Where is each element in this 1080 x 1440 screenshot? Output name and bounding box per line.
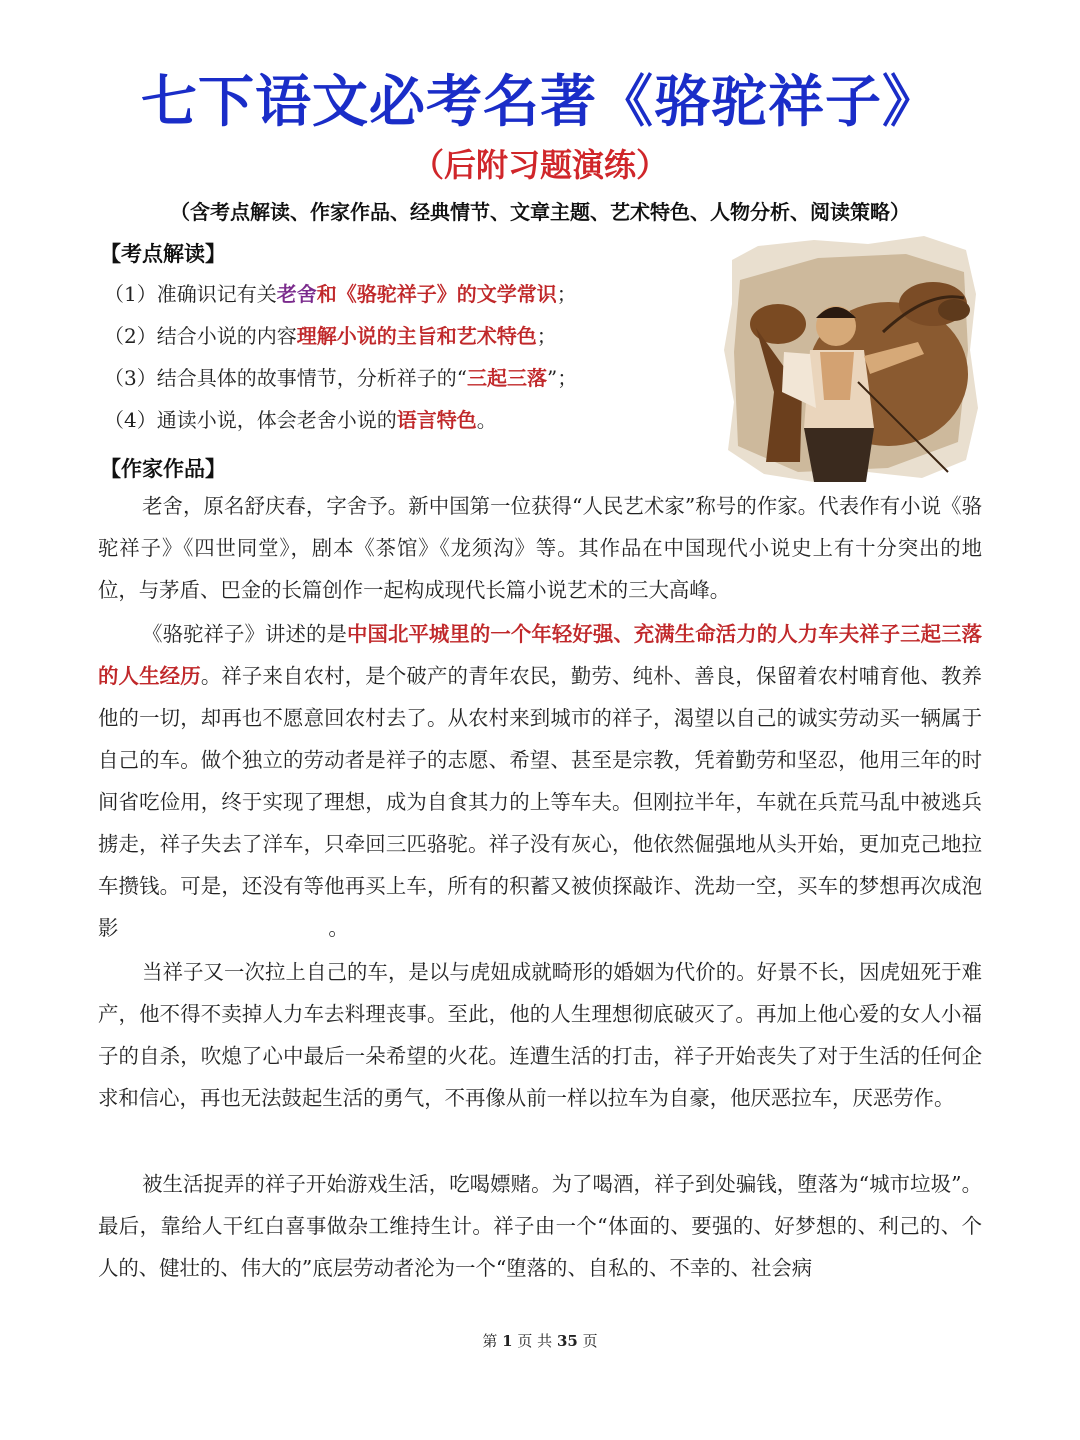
point-text: 。 — [476, 408, 497, 432]
footer-text: 页 — [582, 1332, 598, 1350]
point-emphasis: 语言特色 — [396, 408, 477, 432]
point-text: 和 — [316, 282, 337, 306]
point-emphasis: 《骆驼祥子》的文学常识 — [336, 282, 557, 306]
point-number: （3） — [104, 366, 157, 390]
point-number: （1） — [104, 282, 157, 306]
point-number: （4） — [104, 408, 157, 432]
paragraph-novel-summary — [98, 613, 982, 949]
exam-point-1 — [104, 280, 577, 308]
point-emphasis: 老舍 — [276, 282, 317, 306]
point-emphasis: 理解小说的主旨和艺术特色 — [296, 324, 537, 348]
paragraph-text: 老舍，原名舒庆春，字舍予。新中国第一位获得“人民艺术家”称号的作家。代表作有小说《骆驼祥子》《四世同堂》，剧本《茶馆》《龙须沟》等。其作品在中国现代小说史上有十分突出的地位，与茅盾、巴金的长篇创作一起构成现代长篇小说艺术的三大高峰。 — [98, 494, 982, 602]
point-text: ”； — [546, 366, 578, 390]
point-emphasis: 三起三落 — [466, 366, 547, 390]
paragraph-text: 被生活捉弄的祥子开始游戏生活，吃喝嫖赌。为了喝酒，祥子到处骗钱，堕落为“城市垃圾”。最后，靠给人干红白喜事做杂工维持生计。祥子由一个“体面的、要强的、好梦想的、利己的、个人的、健壮的、伟大的”底层劳动者沦为一个“堕落的、自私的、不幸的、社会病 — [98, 1172, 982, 1280]
paragraph-text: 。祥子来自农村，是个破产的青年农民，勤劳、纯朴、善良，保留着农村哺育他、教养他的一切，却再也不愿意回农村去了。从农村来到城市的祥子，渴望以自己的诚实劳动买一辆属于自己的车。做个独立的劳动者是祥子的志愿、希望、甚至是宗教，凭着勤劳和坚忍，他用三年的时间省吃俭用，终于实现了理想，成为自食其力的上等车夫。但刚拉半年，车就在兵荒马乱中被逃兵掳走，祥子失去了洋车，只牵回三匹骆驼。祥子没有灰心，他依然倔强地从头开始，更加克己地拉车攒钱。可是，还没有等他再买上车，所有的积蓄又被侦探敲诈、洗劫一空，买车的梦想再次成泡影 — [98, 664, 982, 940]
paragraph-second-fall — [98, 951, 982, 1119]
paragraph-author-intro — [98, 485, 982, 611]
point-text: ； — [536, 324, 557, 348]
point-text: 通读小说，体会老舍小说的 — [156, 408, 397, 432]
paragraph-text: 当祥子又一次拉上自己的车，是以与虎妞成就畸形的婚姻为代价的。好景不长，因虎妞死于难产，他不得不卖掉人力车去料理丧事。至此，他的人生理想彻底破灭了。再加上他心爱的女人小福子的自杀，吹熄了心中最后一朵希望的火花。连遭生活的打击，祥子开始丧失了对于生活的任何企求和信心，再也无法鼓起生活的勇气，不再像从前一样以拉车为自豪，他厌恶拉车，厌恶劳作。 — [98, 960, 982, 1110]
point-text: 准确识记有关 — [156, 282, 277, 306]
footer-text: 页 共 — [517, 1332, 553, 1350]
point-number: （2） — [104, 324, 157, 348]
page-title: 七下语文必考名著《骆驼祥子》 — [141, 70, 939, 135]
footer-text: 第 — [482, 1332, 498, 1350]
exam-point-2 — [104, 322, 557, 350]
paragraph-emphasis: 中国北平城里的一个年轻好强、充满生命活力的人力车夫祥子三起三落的人生经历 — [98, 622, 983, 688]
point-text: ； — [556, 282, 577, 306]
total-pages: 35 — [556, 1332, 578, 1350]
page-footer — [0, 1330, 1080, 1351]
exam-point-4 — [104, 406, 497, 434]
contents-summary: （含考点解读、作家作品、经典情节、文章主题、艺术特色、人物分析、阅读策略） — [170, 200, 910, 224]
paragraph-text: 。 — [328, 916, 349, 940]
point-text: 结合具体的故事情节，分析祥子的“ — [156, 366, 467, 390]
exam-point-3 — [104, 364, 577, 392]
section-heading-exam-points: 【考点解读】 — [100, 242, 226, 266]
page-subtitle: （后附习题演练） — [411, 146, 668, 184]
xiangzi-camel-illustration — [718, 232, 980, 486]
paragraph-text: 《骆驼祥子》讲述的是 — [142, 622, 347, 646]
paragraph-final-fall — [98, 1163, 982, 1289]
point-text: 结合小说的内容 — [156, 324, 297, 348]
section-heading-author-works: 【作家作品】 — [100, 457, 226, 481]
current-page-number: 1 — [502, 1332, 513, 1350]
